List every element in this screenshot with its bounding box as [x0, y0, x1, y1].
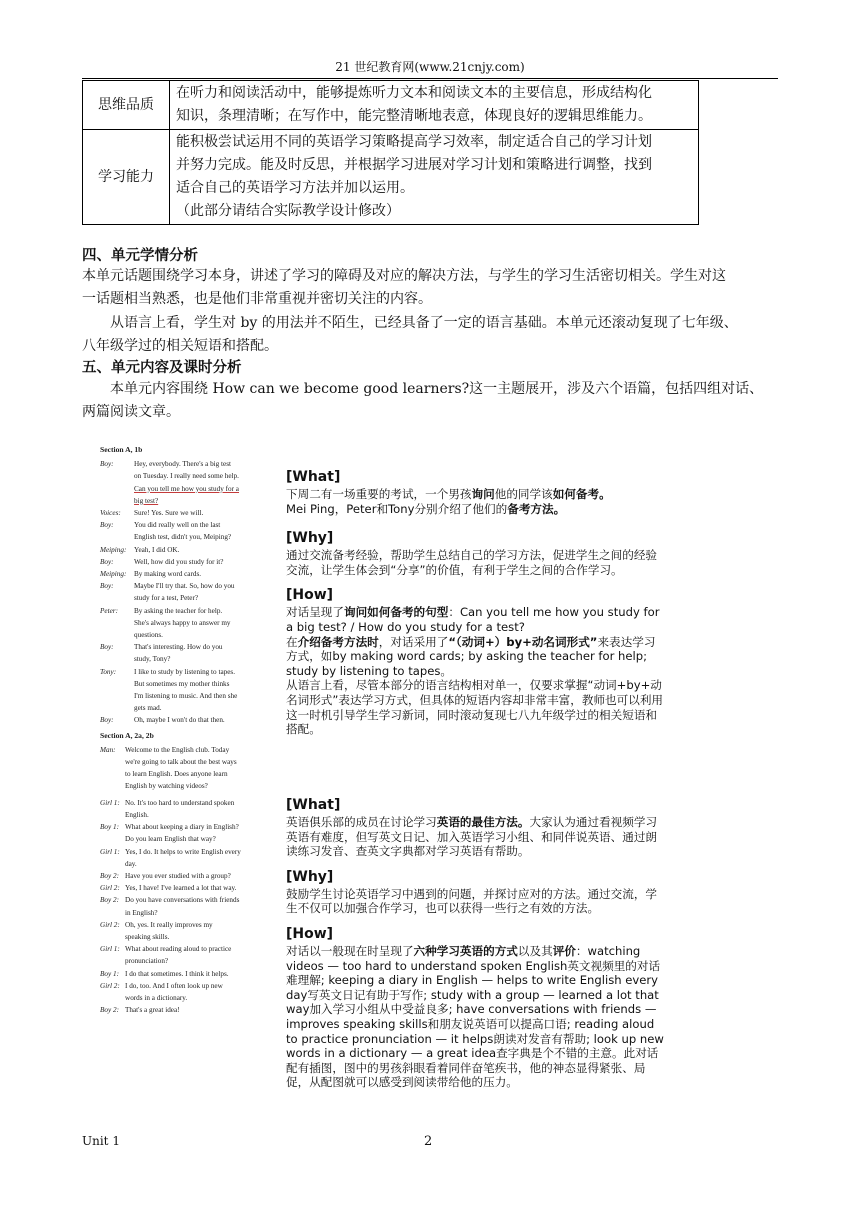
speaker [100, 470, 134, 482]
page-header: 21 世纪教育网(www.21cnjy.com) [335, 60, 525, 74]
dialog-text: But sometimes my mother thinks [134, 679, 230, 688]
why-heading: [Why] [286, 530, 334, 547]
text-span: 他的同学该 [494, 487, 553, 501]
dialog-text: speaking skills. [125, 932, 170, 941]
dialog-line [100, 821, 270, 833]
what-heading: [What] [286, 469, 341, 485]
speaker: Tony: [100, 667, 117, 676]
dialog-text: No. It's too hard to understand spoken [125, 798, 235, 807]
dialog-text: English. [125, 810, 149, 819]
dialog-line [100, 617, 270, 629]
dialog-line [100, 809, 270, 821]
dialog-text: study for a test, Peter? [134, 594, 199, 603]
dialog-line [100, 568, 270, 580]
speaker [100, 531, 134, 543]
why-text: 通过交流备考经验，帮助学生总结自己的学习方法，促进学生之间的经验交流，让学生体会到“分享”的价值，有利于学生之间的合作学习。 [286, 548, 658, 577]
speaker [100, 833, 125, 845]
dialog-line [100, 894, 270, 906]
dialog-text: day. [125, 859, 137, 868]
text-span: Mei Ping，Peter和Tony分别介绍了他们的 [286, 501, 508, 516]
speaker: Girl 1: [100, 798, 120, 807]
speaker: Boy 2: [100, 871, 119, 880]
dialog-line [100, 992, 270, 1004]
speaker [100, 678, 134, 690]
dialog-line [100, 580, 270, 592]
how-text [286, 944, 666, 1090]
dialog-text: Can you tell me how you study for a [134, 484, 240, 493]
how-text [286, 605, 666, 634]
dialog-2 [100, 744, 270, 1016]
speaker: Boy 1: [100, 969, 119, 978]
speaker [100, 690, 134, 702]
dialog-text: Do you learn English that way? [125, 835, 216, 844]
text-span: 对话以一般现在时呈现了 [286, 943, 414, 958]
speaker: Girl 2: [100, 920, 120, 929]
speaker: Boy: [100, 557, 114, 566]
dialog-text: pronunciation? [125, 957, 169, 966]
row-line: 适合自己的英语学习方法并加以运用。 [176, 180, 414, 196]
text-span: 从语言上看，学生对 by 的用法并不陌生，已经具备了一定的语言基础。本单元还滚动复现了七年级、 [110, 315, 738, 331]
text-span: 以及其 [517, 943, 553, 958]
dialog-line [100, 605, 270, 617]
dialog-line [100, 714, 270, 726]
text-span: 大家认为通过看视频学习英语有难度，但写英文日记、加入英语学习小组、和同伴说英语、通过朗读练习发音、查英文字典都对学习英语有帮助。 [286, 815, 658, 859]
row-content [170, 130, 699, 225]
dialog-text: we're going to talk about the best ways [125, 758, 237, 767]
dialog-text: Welcome to the English club. Today [125, 745, 230, 754]
bold-span: 询问 [471, 487, 495, 501]
dialog-line [100, 780, 270, 792]
ability-table [82, 80, 699, 225]
dialog-line [100, 544, 270, 556]
dialog-line [100, 507, 270, 519]
textbook-excerpt [100, 442, 270, 1016]
dialog-text: By asking the teacher for help. [134, 606, 223, 615]
speaker: Girl 2: [100, 981, 120, 990]
dialog-line [100, 556, 270, 568]
text-span: 下周二有一场重要的考试，一个男孩 [286, 487, 472, 501]
dialog-text: What about reading aloud to practice [125, 945, 232, 954]
speaker [100, 780, 125, 792]
speaker [100, 629, 134, 641]
speaker [100, 702, 134, 714]
bold-span: 如何备考。 [552, 487, 611, 501]
dialog-text: You did really well on the last [134, 521, 221, 530]
speaker [100, 592, 134, 604]
text-line: 两篇阅读文章。 [82, 404, 180, 420]
speaker [100, 955, 125, 967]
speaker: Boy 2: [100, 896, 119, 905]
dialog-line [100, 833, 270, 845]
speaker [100, 858, 125, 870]
dialog-text: Do you have conversations with friends [125, 896, 240, 905]
table-row [83, 81, 699, 130]
row-label: 学习能力 [83, 130, 170, 225]
dialog-line [100, 629, 270, 641]
dialog-line [100, 531, 270, 543]
textbook-section-heading: Section A, 2a, 2b [100, 730, 154, 740]
speaker [100, 495, 134, 507]
bold-span: 备考方法。 [507, 501, 566, 516]
row-line: 知识，条理清晰；在写作中，能完整清晰地表意，体现良好的逻辑思维能力。 [176, 108, 652, 124]
text-line: 一话题相当熟悉，也是他们非常重视并密切关注的内容。 [82, 291, 432, 307]
dialog-line [100, 870, 270, 882]
text-line [82, 378, 780, 401]
how-text [286, 635, 666, 679]
header-rule [82, 78, 778, 79]
speaker: Boy: [100, 460, 114, 469]
dialog-text: gets mad. [134, 704, 162, 713]
dialog-line [100, 907, 270, 919]
section4-title: 四、单元学情分析 [82, 248, 198, 264]
row-content [170, 81, 699, 130]
row-line: 能积极尝试运用不同的英语学习策略提高学习效率，制定适合自己的学习计划 [176, 134, 652, 150]
dialog-line [100, 943, 270, 955]
dialog-line [100, 678, 270, 690]
dialog-line [100, 653, 270, 665]
speaker: Meiping: [100, 570, 127, 579]
dialog-line [100, 919, 270, 931]
row-line: 并努力完成。能及时反思，并根据学习进展对学习计划和策略进行调整，找到 [176, 157, 652, 173]
section4-paragraph1 [82, 265, 780, 311]
dialog-line [100, 592, 270, 604]
speaker: Peter: [100, 606, 118, 615]
text-line [82, 312, 780, 335]
dialog-text: questions. [134, 631, 163, 640]
dialog-text: Sure! Yes. Sure we will. [134, 509, 204, 518]
what-text [286, 502, 666, 517]
row-line: 在听力和阅读活动中，能够提炼听力文本和阅读文本的主要信息，形成结构化 [176, 85, 652, 101]
dialog-text: Have you ever studied with a group? [125, 871, 231, 880]
speaker: Boy 2: [100, 1006, 119, 1015]
dialog-text: I'm listening to music. And then she [134, 692, 238, 701]
dialog-1 [100, 458, 270, 726]
page-number: 2 [424, 1134, 433, 1149]
dialog-text: English by watching videos? [125, 782, 208, 791]
dialog-text: to learn English. Does anyone learn [125, 770, 228, 779]
dialog-text: big test? [134, 496, 159, 505]
dialog-text: That's interesting. How do you [134, 643, 223, 652]
dialog-line [100, 756, 270, 768]
dialog-text: I do that sometimes. I think it helps. [125, 969, 229, 978]
speaker [100, 931, 125, 943]
speaker [100, 756, 125, 768]
dialog-text: Oh, maybe I won't do that then. [134, 716, 225, 725]
dialog-text: Well, how did you study for it? [134, 557, 224, 566]
speaker: Meiping: [100, 545, 127, 554]
speaker: Boy: [100, 716, 114, 725]
dialog-line [100, 666, 270, 678]
text-span: 对话呈现了 [286, 605, 344, 620]
dialog-line [100, 702, 270, 714]
how-heading: [How] [286, 925, 334, 942]
dialog-text: words in a dictionary. [125, 993, 188, 1002]
dialog-text: That's a great idea! [125, 1006, 180, 1015]
bold-span: 六种学习英语的方式 [413, 943, 518, 958]
section4-paragraph2 [82, 312, 780, 358]
how-text: 从语言上看，尽管本部分的语言结构相对单一，仅要求掌握“动词+by+动名词形式”表达学习方式，但具体的短语内容却非常丰富，教师也可以利用这一时机引导学生学习新词，同时滚动复现七八九年级学过的相关短语和搭配。 [286, 678, 664, 737]
speaker: Boy 1: [100, 823, 119, 832]
speaker: Girl 2: [100, 884, 120, 893]
dialog-text: Hey, everybody. There's a big test [134, 460, 232, 469]
bold-span: 评价 [552, 943, 576, 958]
text-span: ，对话采用了 [378, 634, 449, 649]
what-heading: [What] [286, 797, 341, 813]
row-line: （此部分请结合实际教学设计修改） [176, 203, 400, 219]
speaker [100, 483, 134, 495]
speaker [100, 768, 125, 780]
dialog-text: By making word cards. [134, 570, 202, 579]
dialog-line [100, 955, 270, 967]
why-text: 鼓励学生讨论英语学习中遇到的问题，并探讨应对的方法。通过交流，学生不仅可以加强合作学习，也可以获得一些行之有效的方法。 [286, 886, 658, 916]
bold-span: “（动词+）by+动名词形式” [448, 634, 598, 649]
speaker [100, 809, 125, 821]
speaker: Man: [100, 745, 116, 754]
dialog-line [100, 470, 270, 482]
section5-paragraph1 [82, 378, 780, 424]
text-line: 本单元话题围绕学习本身，讲述了学习的障碍及对应的解决方法，与学生的学习生活密切相关。学生对这 [82, 268, 726, 284]
speaker: Boy: [100, 643, 114, 652]
table-row [83, 130, 699, 225]
why-heading: [Why] [286, 868, 334, 885]
text-span: ：watching videos — too hard to understand spoken English英文视频里的对话难理解; keeping a diary in English — helps to write English every day写英文日记有助于写作; study with a group — learned a lot that way加入学习小组从中受益良多; have conversations with friends — improves speaking skills和朋友说英语可以提高口语; reading aloud to practice pronunciation — it helps朗读对发音有帮助; look up new words in a dictionary — a great idea查字典是个不错的主意。此对话配有插图，图中的男孩斜眼看着同伴奋笔疾书，他的神态显得紧张、局促，从配图就可以感受到阅读带给他的压力。 [286, 943, 664, 1090]
dialog-line [100, 1004, 270, 1016]
row-label: 思维品质 [83, 81, 170, 130]
what-text [286, 815, 666, 859]
dialog-line [100, 797, 270, 809]
speaker: Boy: [100, 521, 114, 530]
dialog-line [100, 768, 270, 780]
dialog-text: in English? [125, 908, 158, 917]
analysis-block-2 [286, 796, 666, 1090]
what-text [286, 487, 666, 502]
dialog-line [100, 495, 270, 507]
dialog-line [100, 968, 270, 980]
dialog-text: study, Tony? [134, 655, 171, 664]
dialog-text: on Tuesday. I really need some help. [134, 472, 239, 481]
bold-span: 介绍备考方法时 [297, 634, 379, 649]
how-heading: [How] [286, 587, 334, 604]
dialog-text: I do, too. And I often look up new [125, 981, 223, 990]
text-span: 来表达学习方式，如by making word cards; by asking the teacher for help; study by listening to tapes。 [286, 634, 656, 678]
speaker: Girl 1: [100, 847, 120, 856]
speaker: Voices: [100, 509, 121, 518]
dialog-line [100, 483, 270, 495]
dialog-text: Oh, yes. It really improves my [125, 920, 213, 929]
speaker: Boy: [100, 582, 114, 591]
section5-title: 五、单元内容及课时分析 [82, 360, 242, 376]
dialog-text: What about keeping a diary in English? [125, 823, 239, 832]
dialog-text: English test, didn't you, Meiping? [134, 533, 232, 542]
speaker [100, 617, 134, 629]
text-span: 本单元内容围绕 How can we become good learners?这一主题展开，涉及六个语篇，包括四组对话、 [110, 381, 764, 397]
dialog-text: Yeah, I did OK. [134, 545, 180, 554]
speaker [100, 907, 125, 919]
bold-span: 询问如何备考的句型 [343, 605, 449, 620]
dialog-line [100, 519, 270, 531]
dialog-line [100, 690, 270, 702]
textbook-section-heading: Section A, 1b [100, 445, 143, 454]
dialog-line [100, 980, 270, 992]
dialog-line [100, 931, 270, 943]
dialog-line [100, 858, 270, 870]
dialog-line [100, 458, 270, 470]
speaker [100, 992, 125, 1004]
analysis-block-1 [286, 468, 666, 737]
dialog-text: I like to study by listening to tapes. [134, 667, 236, 676]
dialog-text: Yes, I have! I've learned a lot that way. [125, 884, 237, 893]
text-line: 八年级学过的相关短语和搭配。 [82, 338, 278, 354]
speaker: Girl 1: [100, 945, 120, 954]
dialog-line [100, 846, 270, 858]
dialog-text: She's always happy to answer my [134, 618, 231, 627]
dialog-line [100, 641, 270, 653]
text-span: 英语俱乐部的成员在讨论学习 [286, 815, 437, 829]
dialog-line [100, 882, 270, 894]
dialog-text: Maybe I'll try that. So, how do you [134, 582, 235, 591]
speaker [100, 653, 134, 665]
dialog-text: Yes, I do. It helps to write English every [125, 847, 241, 856]
dialog-line [100, 744, 270, 756]
text-span: ：Can you tell me how you study for a big test? / How do you study for a test? [286, 605, 660, 634]
text-span: 在 [286, 634, 298, 649]
bold-span: 英语的最佳方法。 [436, 815, 530, 829]
footer-unit: Unit 1 [82, 1134, 120, 1148]
